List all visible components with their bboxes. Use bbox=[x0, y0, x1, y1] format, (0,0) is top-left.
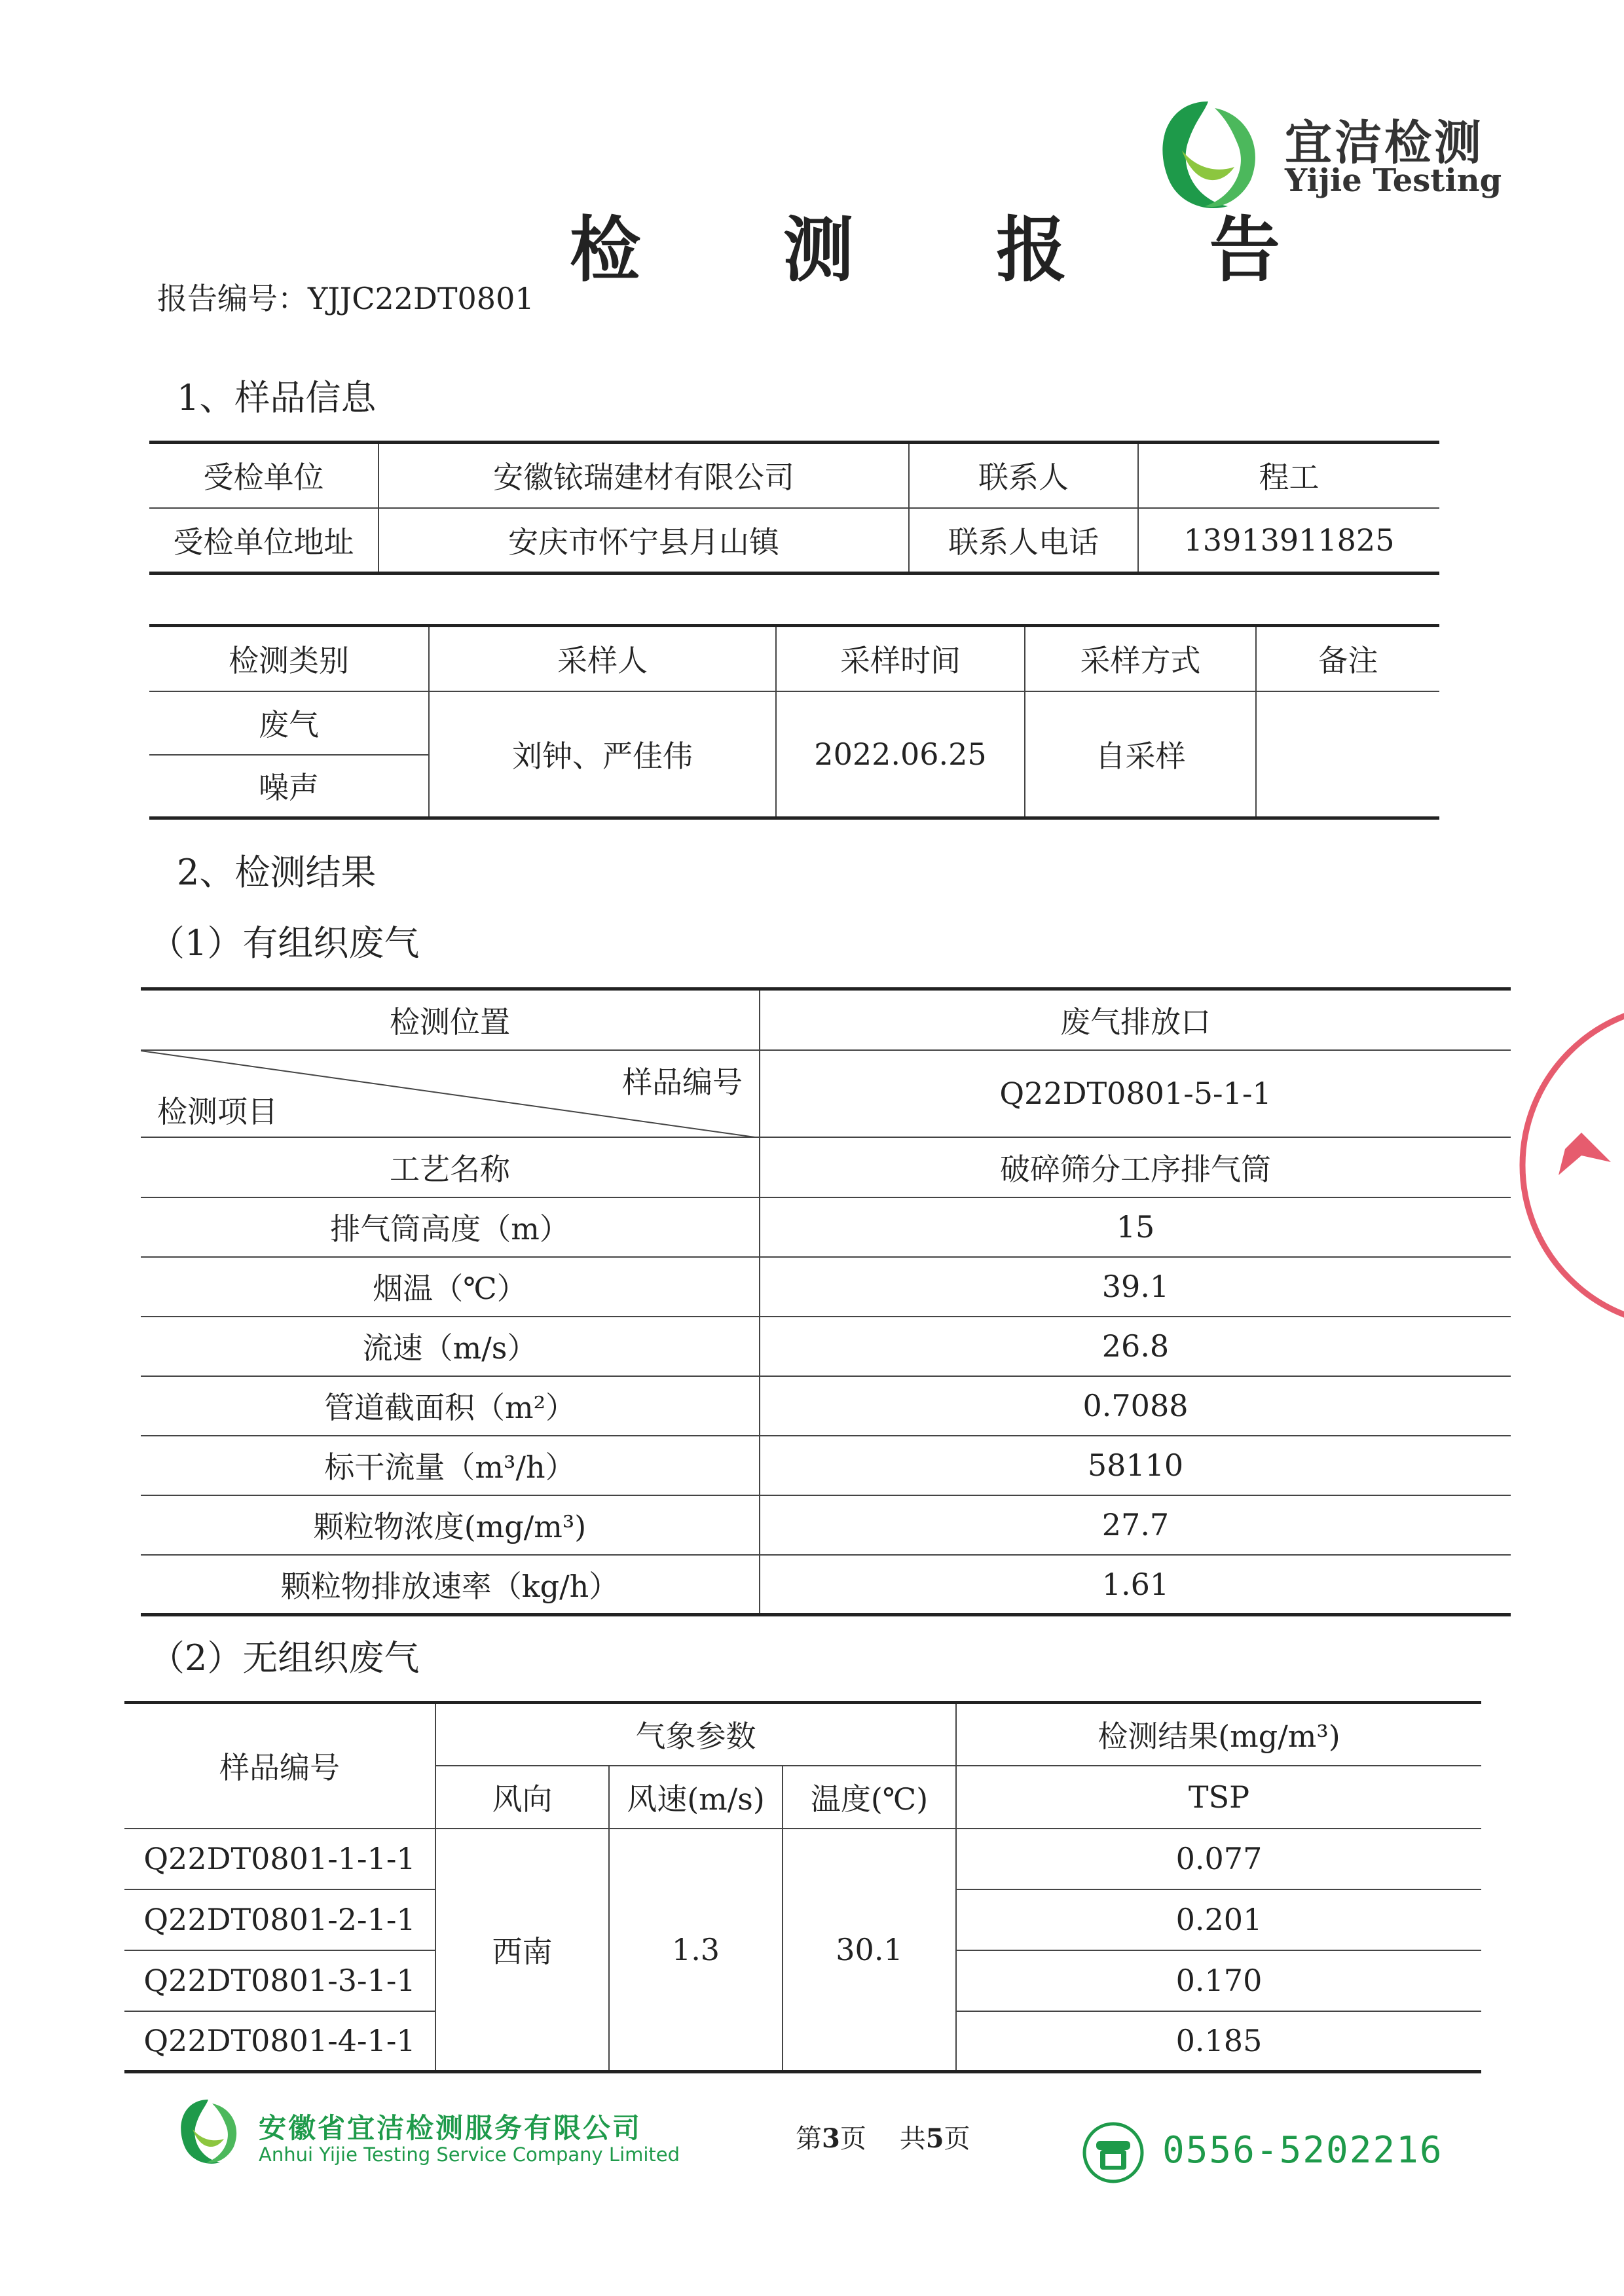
client-name: 安徽铱瑞建材有限公司 bbox=[378, 443, 909, 508]
sampler-value: 刘钟、严佳伟 bbox=[429, 691, 776, 818]
param-value: 0.7088 bbox=[760, 1376, 1511, 1436]
sample-no-cell: Q22DT0801-1-1-1 bbox=[124, 1829, 435, 1889]
subsection-organized-heading: （1）有组织废气 bbox=[149, 922, 420, 964]
subsection-unorganized-heading: （2）无组织废气 bbox=[149, 1637, 420, 1679]
param-label: 标干流量（m³/h） bbox=[141, 1436, 760, 1495]
tsp-value: 0.077 bbox=[956, 1829, 1481, 1889]
category-exhaust: 废气 bbox=[149, 691, 429, 755]
page-total-suffix: 页 bbox=[944, 2124, 970, 2154]
phone-label: 联系人电话 bbox=[909, 508, 1138, 574]
param-label: 流速（m/s） bbox=[141, 1317, 760, 1376]
contact-label: 联系人 bbox=[909, 443, 1138, 508]
param-value: 27.7 bbox=[760, 1495, 1511, 1555]
result-header: 检测结果(mg/m³) bbox=[956, 1703, 1481, 1766]
param-value: 15 bbox=[760, 1197, 1511, 1257]
section2-heading: 2、检测结果 bbox=[177, 852, 377, 893]
page-title: 检 测 报 告 bbox=[570, 209, 1339, 291]
weather-header: 气象参数 bbox=[435, 1703, 956, 1766]
location-label: 检测位置 bbox=[141, 989, 760, 1050]
sample-no-header: 样品编号 bbox=[124, 1703, 435, 1829]
footer-logo-icon bbox=[169, 2092, 248, 2170]
page-total: 5 bbox=[925, 2123, 944, 2154]
sample-no-cell: Q22DT0801-3-1-1 bbox=[124, 1950, 435, 2011]
section1-heading: 1、样品信息 bbox=[177, 377, 377, 418]
param-label: 排气筒高度（m） bbox=[141, 1197, 760, 1257]
param-value: 破碎筛分工序排气筒 bbox=[760, 1137, 1511, 1197]
tsp-value: 0.170 bbox=[956, 1950, 1481, 2011]
footer-company-en: Anhui Yijie Testing Service Company Limited bbox=[259, 2143, 680, 2166]
sample-no-value: Q22DT0801-5-1-1 bbox=[760, 1050, 1511, 1137]
address-label: 受检单位地址 bbox=[149, 508, 378, 574]
footer-logo bbox=[169, 2092, 248, 2170]
temp-value: 30.1 bbox=[783, 1829, 956, 2072]
param-label: 烟温（℃） bbox=[141, 1257, 760, 1317]
report-number-value: YJJC22DT0801 bbox=[308, 281, 534, 316]
report-number bbox=[157, 275, 534, 318]
page-total-prefix: 共 bbox=[899, 2124, 926, 2154]
tsp-header: TSP bbox=[956, 1766, 1481, 1829]
sampling-table bbox=[149, 624, 1439, 820]
phone-value: 13913911825 bbox=[1138, 508, 1439, 574]
wind-dir-header: 风向 bbox=[435, 1766, 609, 1829]
page-cur-prefix: 第 bbox=[796, 2124, 822, 2154]
location-value: 废气排放口 bbox=[760, 989, 1511, 1050]
param-value: 26.8 bbox=[760, 1317, 1511, 1376]
sampling-note-value bbox=[1256, 691, 1439, 818]
sampling-time-value: 2022.06.25 bbox=[776, 691, 1025, 818]
organized-exhaust-table bbox=[141, 987, 1511, 1616]
report-number-label: 报告编号： bbox=[157, 281, 308, 316]
tsp-value: 0.201 bbox=[956, 1889, 1481, 1950]
client-label: 受检单位 bbox=[149, 443, 378, 508]
page-indicator bbox=[796, 2118, 970, 2155]
category-noise: 噪声 bbox=[149, 755, 429, 818]
item-label: 检测项目 bbox=[157, 1093, 278, 1129]
sampling-header-note: 备注 bbox=[1256, 626, 1439, 691]
param-value: 1.61 bbox=[760, 1555, 1511, 1615]
client-info-table bbox=[149, 441, 1439, 575]
sample-no-label: 样品编号 bbox=[622, 1064, 743, 1100]
sampling-method-value: 自采样 bbox=[1025, 691, 1256, 818]
param-label: 颗粒物排放速率（kg/h） bbox=[141, 1555, 760, 1615]
diagonal-header-cell bbox=[141, 1050, 760, 1137]
sampling-header-time: 采样时间 bbox=[776, 626, 1025, 691]
unorganized-exhaust-table bbox=[124, 1701, 1481, 2073]
sample-no-cell: Q22DT0801-2-1-1 bbox=[124, 1889, 435, 1950]
phone-icon bbox=[1082, 2121, 1145, 2184]
footer-company-cn: 安徽省宜洁检测服务有限公司 bbox=[259, 2112, 642, 2144]
sampling-header-method: 采样方式 bbox=[1025, 626, 1256, 691]
param-label: 管道截面积（m²） bbox=[141, 1376, 760, 1436]
logo-text-cn: 宜洁检测 bbox=[1285, 115, 1485, 170]
stamp-icon bbox=[1519, 995, 1624, 1336]
wind-dir-value: 西南 bbox=[435, 1829, 609, 2072]
param-label: 颗粒物浓度(mg/m³) bbox=[141, 1495, 760, 1555]
logo-text-en: Yijie Testing bbox=[1285, 162, 1502, 199]
contact-name: 程工 bbox=[1138, 443, 1439, 508]
param-value: 39.1 bbox=[760, 1257, 1511, 1317]
param-value: 58110 bbox=[760, 1436, 1511, 1495]
address-value: 安庆市怀宁县月山镇 bbox=[378, 508, 909, 574]
temp-header: 温度(℃) bbox=[783, 1766, 956, 1829]
tsp-value: 0.185 bbox=[956, 2011, 1481, 2072]
official-stamp bbox=[1519, 995, 1624, 1336]
page-current: 3 bbox=[822, 2123, 840, 2154]
sampling-header-category: 检测类别 bbox=[149, 626, 429, 691]
wind-speed-value: 1.3 bbox=[609, 1829, 783, 2072]
footer-phone: 0556-5202216 bbox=[1162, 2129, 1443, 2172]
wind-speed-header: 风速(m/s) bbox=[609, 1766, 783, 1829]
sample-no-cell: Q22DT0801-4-1-1 bbox=[124, 2011, 435, 2072]
param-label: 工艺名称 bbox=[141, 1137, 760, 1197]
page-cur-suffix: 页 bbox=[840, 2124, 866, 2154]
sampling-header-sampler: 采样人 bbox=[429, 626, 776, 691]
